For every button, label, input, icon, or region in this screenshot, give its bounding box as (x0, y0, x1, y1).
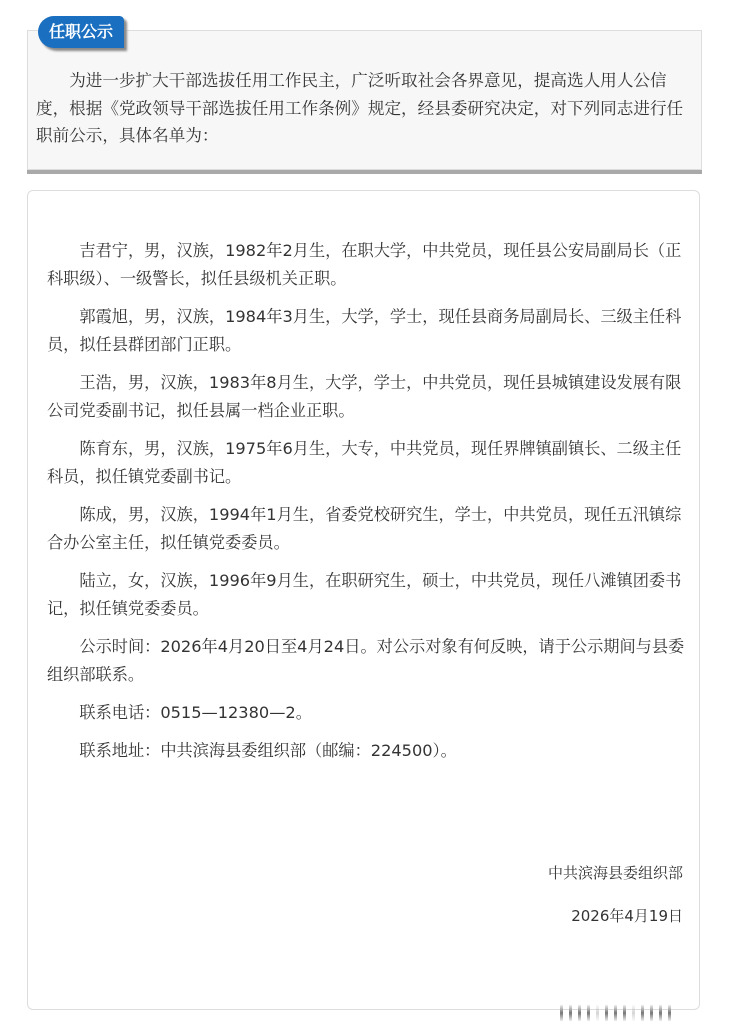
section-badge: 任职公示 (38, 16, 124, 48)
candidate-paragraph: 吉君宁，男，汉族，1982年2月生，在职大学，中共党员，现任县公安局副局长（正科职级）、一级警长，拟任县级机关正职。 (47, 241, 682, 288)
signature-date: 2026年4月19日 (571, 907, 683, 925)
signature-org: 中共滨海县委组织部 (547, 864, 683, 882)
candidate-paragraph: 郭霞旭，男，汉族，1984年3月生，大学，学士，现任县商务局副局长、三级主任科员，拟任县群团部门正职。 (47, 307, 682, 354)
candidate-paragraph: 王浩，男，汉族，1983年8月生，大学，学士，中共党员，现任县城镇建设发展有限公司党委副书记，拟任县属一档企业正职。 (47, 373, 682, 420)
intro-text: 为进一步扩大干部选拔任用工作民主，广泛听取社会各界意见，提高选人用人公信度，根据《党政领导干部选拔任用工作条例》规定，经县委研究决定，对下列同志进行任职前公示，具体名单为： (36, 71, 684, 145)
intro-box (27, 30, 702, 170)
notice-period: 公示时间：2026年4月20日至4月24日。对公示对象有何反映，请于公示期间与县委组织部联系。 (47, 637, 685, 684)
notice-body (27, 190, 700, 1010)
watermark-icon (560, 1005, 671, 1021)
candidate-paragraph: 陈育东，男，汉族，1975年6月生，大专，中共党员，现任界牌镇副镇长、二级主任科员，拟任镇党委副书记。 (47, 439, 682, 486)
candidate-paragraph: 陈成，男，汉族，1994年1月生，省委党校研究生，学士，中共党员，现任五汛镇综合办公室主任，拟任镇党委委员。 (47, 505, 682, 552)
contact-address: 联系地址：中共滨海县委组织部（邮编：224500）。 (79, 741, 457, 760)
candidate-paragraph: 陆立，女，汉族，1996年9月生，在职研究生，硕士，中共党员，现任八滩镇团委书记，拟任镇党委委员。 (47, 571, 682, 618)
contact-phone: 联系电话：0515—12380—2。 (79, 703, 312, 722)
